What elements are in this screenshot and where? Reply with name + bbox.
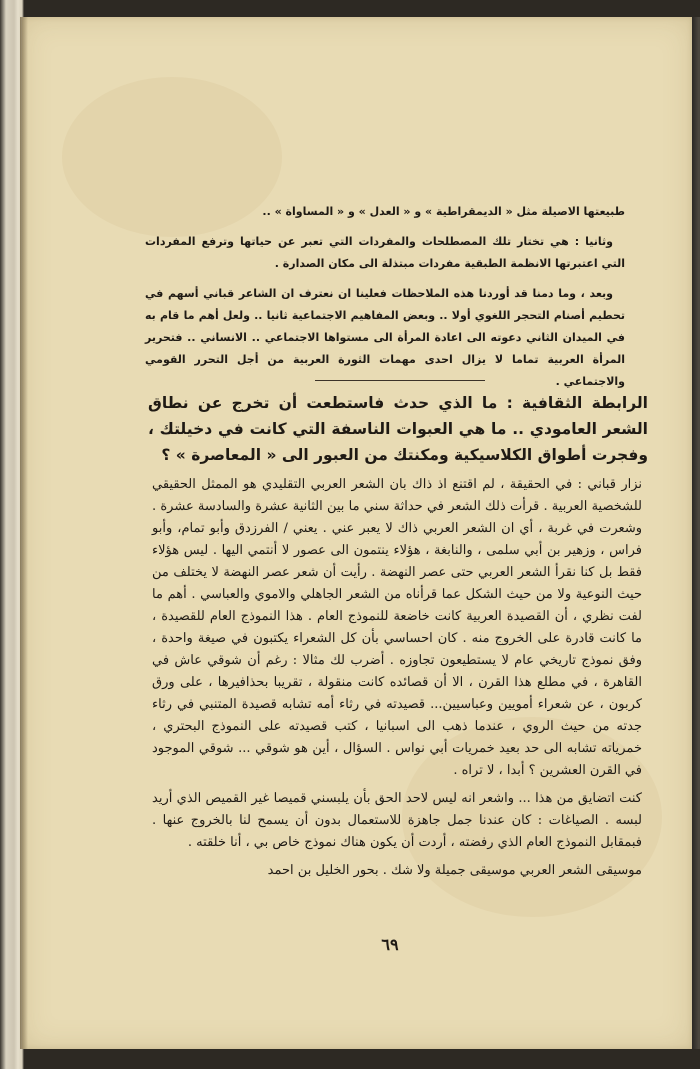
answer-paragraph-1: نزار قباني : في الحقيقة ، لم اقتنع اذ ذاك بان الشعر العربي التقليدي هو الممثل الحقيقي للشخصية العربية . قرأت ذلك الشعر في حداثة سني ما بين الثانية عشرة والسادسة عشرة . وشعرت في غربة ، أي ان الشعر العربي ذاك لا يعبر عني . يعني / الفرزدق وأبو تمام، وأبو فراس ، وزهير بن أبي سلمى ، والنابغة ، هؤلاء ينتمون الى عصور لا أنتمي اليها . ليس هؤلاء فقط بل كنا نقرأ الشعر العربي حتى عصر النهضة . رأيت أن شعر عصر النهضة لا يختلف من حيث النوعية ولا من حيث الشكل عما قرأناه من الشعر الجاهلي والاموي والعباسي . أهم ما لفت نظري ، أن القصيدة العربية كانت خاضعة للنموذج العام . هذا النموذج العام للقصيدة ، ما كانت قادرة على الخروج منه . كان احساسي بأن كل الشعراء يكتبون في صيغة واحدة ، وفق نموذج تاريخي عام لا يستطيعون تجاوزه . أضرب لك مثالا : رغم أن شوقي عاش في القاهرة ، في مطلع هذا القرن ، الا أن قصائده كانت منقولة ، تقريبا بحذافيرها ، على ورق كربون ، عن شعراء أمويين وعباسيين... قصيدته في رثاء أمه تشابه قصيدة المتنبي في رثاء جدته من حيث الروي ، عندما ذهب الى اسبانيا ، كتب قصيدته على النموذج البحتري ، خمرياته تشابه الى حد بعيد خمريات أبي نواس . السؤال ، أين هو شوقي ... شوقي الموجود في القرن العشرين ؟ أبدا ، لا تراه . bbox=[152, 477, 642, 778]
interview-answer bbox=[152, 474, 642, 888]
intro-paragraph-3: وبعد ، وما دمنا قد أوردنا هذه الملاحظات فعلينا ان نعترف ان الشاعر قباني أسهم في تحطيم أصنام التحجر اللغوي أولا .. وبعض المفاهيم الاجتماعية ثانيا .. ولعل أهم ما قام به في الميدان الثاني دعوته الى اعادة المرأة الى مستواها الاجتماعي .. الانساني .. فتحرير المرأة العربية تماما لا يزال احدى مهمات الثورة العربية من أجل التحرر القومي والاجتماعي . bbox=[145, 287, 625, 388]
intro-paragraph-2: وثانيا : هي تختار تلك المصطلحات والمفردات التي تعبر عن حياتها وترفع المفردات التي اعتبرتها الانظمة الطبقية مفردات مبتذلة الى مكان الصدارة . bbox=[145, 235, 625, 270]
intro-section bbox=[145, 201, 625, 401]
page-number: ٦٩ bbox=[381, 935, 399, 954]
binding-edge bbox=[692, 17, 700, 1049]
answer-paragraph-2: كنت اتضايق من هذا ... واشعر انه ليس لاحد الحق بأن يلبسني قميصا غير القميص الذي أريد لبسه . الصياغات : كان عندنا جمل جاهزة للاستعمال بدون أن يسمح لنا بالخروج عنها . فبمقابل النموذج العام الذي رفضته ، أردت أن يكون هناك نموذج خاص بي ، أنا خلقته . bbox=[152, 791, 642, 850]
answer-paragraph-3: موسيقى الشعر العربي موسيقى جميلة ولا شك . بحور الخليل بن احمد bbox=[267, 863, 642, 878]
interview-question: الرابطة الثقافية : ما الذي حدث فاستطعت أن تخرج عن نطاق الشعر العامودي .. ما هي العبوات الناسفة التي كانت في دخيلتك ، وفجرت أطواق الكلاسيكية ومكنتك من العبور الى « المعاصرة » ؟ bbox=[148, 394, 648, 464]
intro-paragraph-1: طبيعتها الاصيلة مثل « الديمقراطية » و « العدل » و « المساواة » .. bbox=[262, 205, 625, 218]
section-divider bbox=[315, 380, 485, 381]
